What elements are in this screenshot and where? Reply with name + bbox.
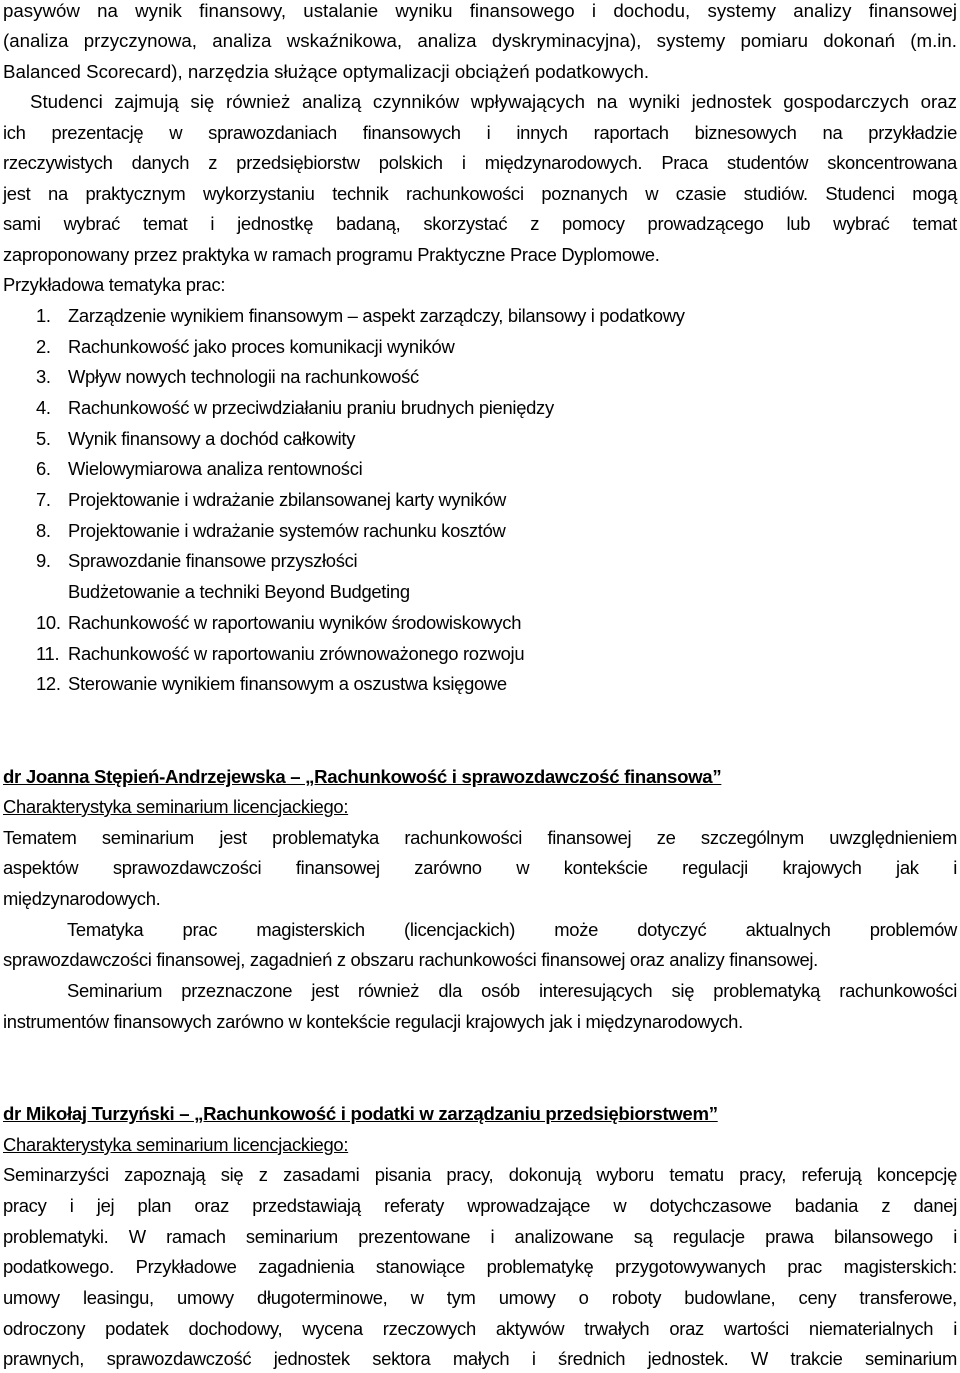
list-item: [3, 577, 410, 608]
list-number: 3.: [36, 366, 51, 387]
list-text: Sterowanie wynikiem finansowym a oszustwa księgowe: [68, 673, 507, 694]
list-text: Budżetowanie a techniki Beyond Budgeting: [68, 581, 410, 602]
seminar-heading: dr Joanna Stępień-Andrzejewska – „Rachunkowość i sprawozdawczość finansowa”: [3, 766, 722, 787]
list-text: Rachunkowość w przeciwdziałaniu praniu brudnych pieniędzy: [68, 397, 554, 418]
text-line: pasywów na wynik finansowy, ustalanie wyniku finansowego i dochodu, systemy analizy finansowej: [3, 0, 957, 21]
text-line: ich prezentację w sprawozdaniach finansowych i innych raportach biznesowych na przykładzie: [3, 122, 957, 143]
list-item: [3, 454, 362, 485]
text-line: zaproponowany przez praktyka w ramach programu Praktyczne Prace Dyplomowe.: [3, 244, 660, 265]
list-text: Rachunkowość jako proces komunikacji wyników: [68, 336, 455, 357]
text-line: jest na praktycznym wykorzystaniu technik rachunkowości poznanych w czasie studiów. Studenci mogą: [3, 183, 957, 204]
seminar-heading: dr Mikołaj Turzyński – „Rachunkowość i podatki w zarządzaniu przedsiębiorstwem”: [3, 1103, 718, 1124]
text-line: pracy i jej plan oraz przedstawiają referaty wprowadzające w dotychczasowe badania z danej: [3, 1195, 957, 1216]
text-line: aspektów sprawozdawczości finansowej zarówno w kontekście regulacji krajowych jak i: [3, 857, 957, 878]
text-line: instrumentów finansowych zarówno w kontekście regulacji krajowych jak i międzynarodowych.: [3, 1011, 743, 1032]
text-line: Balanced Scorecard), narzędzia służące optymalizacji obciążeń podatkowych.: [3, 61, 650, 82]
text-line: podatkowego. Przykładowe zagadnienia stanowiące problematykę przygotowywanych prac magisterskich:: [3, 1256, 957, 1277]
list-number: 4.: [36, 397, 51, 418]
text-line: Seminarium przeznaczone jest również dla osób interesujących się problematyką rachunkowości: [67, 980, 957, 1001]
text-line: prawnych, sprawozdawczość jednostek sektora małych i średnich jednostek. W trakcie seminarium: [3, 1348, 957, 1369]
list-number: 6.: [36, 458, 51, 479]
text-line: Studenci zajmują się również analizą czynników wpływających na wyniki jednostek gospodarczych oraz: [30, 91, 957, 112]
list-item: [3, 362, 419, 393]
list-item: [3, 516, 506, 547]
text-line: Seminarzyści zapoznają się z zasadami pisania pracy, dokonują wyboru tematu pracy, referują koncepcję: [3, 1164, 957, 1185]
text-line: międzynarodowych.: [3, 888, 161, 909]
list-item: [3, 301, 685, 332]
list-number: 7.: [36, 489, 51, 510]
list-text: Wielowymiarowa analiza rentowności: [68, 458, 363, 479]
list-number: 9.: [36, 550, 51, 571]
seminar-subheading: Charakterystyka seminarium licencjackiego:: [3, 796, 349, 817]
list-number: 8.: [36, 520, 51, 541]
list-text: Zarządzenie wynikiem finansowym – aspekt zarządczy, bilansowy i podatkowy: [68, 305, 685, 326]
text-line: (analiza przyczynowa, analiza wskaźnikowa, analiza dyskryminacyjna), systemy pomiaru dokonań (m.in.: [3, 30, 957, 51]
text-line: rzeczywistych danych z przedsiębiorstw polskich i międzynarodowych. Praca studentów skoncentrowana: [3, 152, 957, 173]
list-text: Wpływ nowych technologii na rachunkowość: [68, 366, 419, 387]
list-text: Rachunkowość w raportowaniu wyników środowiskowych: [68, 612, 522, 633]
list-text: Projektowanie i wdrażanie systemów rachunku kosztów: [68, 520, 506, 541]
list-number: 1.: [36, 305, 51, 326]
text-line: sami wybrać temat i jednostkę badaną, skorzystać z pomocy prowadzącego lub wybrać temat: [3, 213, 957, 234]
text-line: Tematyka prac magisterskich (licencjackich) może dotyczyć aktualnych problemów: [67, 919, 957, 940]
list-text: Sprawozdanie finansowe przyszłości: [68, 550, 358, 571]
list-item: [3, 485, 506, 516]
topics-label: Przykładowa tematyka prac:: [3, 274, 226, 295]
list-item: [3, 332, 454, 363]
list-number: 10.: [36, 612, 61, 633]
list-number: 12.: [36, 673, 61, 694]
text-line: sprawozdawczości finansowej, zagadnień z obszaru rachunkowości finansowej oraz analizy finansowej.: [3, 949, 818, 970]
text-line: umowy leasingu, umowy długoterminowe, w tym umowy o roboty budowlane, ceny transferowe,: [3, 1287, 957, 1308]
seminar-subheading: Charakterystyka seminarium licencjackiego:: [3, 1134, 349, 1155]
text-line: odroczony podatek dochodowy, wycena rzeczowych aktywów trwałych oraz wartości niematerialnych i: [3, 1318, 957, 1339]
list-item: [3, 546, 357, 577]
list-item: [3, 639, 524, 670]
list-text: Projektowanie i wdrażanie zbilansowanej karty wyników: [68, 489, 506, 510]
list-text: Rachunkowość w raportowaniu zrównoważonego rozwoju: [68, 643, 525, 664]
list-item: [3, 669, 507, 700]
list-text: Wynik finansowy a dochód całkowity: [68, 428, 356, 449]
list-number: 11.: [36, 643, 60, 664]
list-item: [3, 608, 521, 639]
list-number: 5.: [36, 428, 51, 449]
text-line: Tematem seminarium jest problematyka rachunkowości finansowej ze szczególnym uwzględnieniem: [3, 827, 957, 848]
list-item: [3, 424, 355, 455]
list-item: [3, 393, 554, 424]
list-number: 2.: [36, 336, 51, 357]
text-line: problematyki. W ramach seminarium prezentowane i analizowane są regulacje prawa bilansowego i: [3, 1226, 957, 1247]
